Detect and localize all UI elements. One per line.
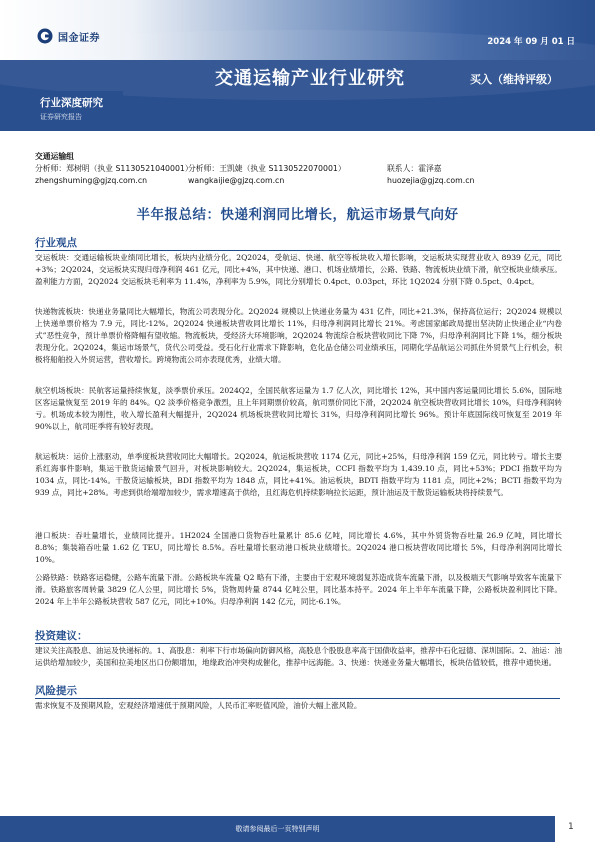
contact-person: 联系人：霍泽嘉 [387,164,442,173]
section-title-investment: 投资建议： [35,630,88,642]
logo-mark-icon [37,28,53,44]
analyst-emails-row [35,175,560,187]
paragraph-investment-advice: 建议关注高股息、油运及快递标的。1、高股息：利率下行市场偏向防御风格，高股息个股股息率高于国债收益率，推荐中石化冠德、深圳国际。2、油运：油运供给增加较少，美国和拉美地区出口份额增加，地缘政治冲突构成催化，推荐中远海能。3、快递：快递业务量大幅增长，板块估值较低，推荐中通快递。 [35,646,562,668]
paragraph-ports: 港口板块：吞吐量增长，业绩同比提升。1H2024 全国港口货物吞吐量累计 85.6 亿吨，同比增长 4.6%，其中外贸货物吞吐量 26.9 亿吨，同比增长 8.8%；集装箱吞吐量 1.62 亿 TEU，同比增长 8.5%。吞吐量增长驱动港口板块业绩增长。2Q2024 港口板块营收同比增长 5%，归母净利润同比增长 10%。 [35,531,562,565]
analyst-2-email[interactable]: wangkaijie@gjzq.com.cn [188,176,285,185]
analyst-2: 分析师：王凯婕（执业 S1130522070001） [188,164,346,173]
company-logo [37,28,100,44]
page-number: 1 [568,822,574,832]
paragraph-highway-railway: 公路铁路：铁路客运稳健，公路车流量下滑。公路板块车流量 Q2 略有下滑，主要由于宏观环境弱复苏造成货车流量下滑，以及极端天气影响导致客车流量下滑。铁路旅客周转量 3829 亿人公里，同比增长 5%，货物周转量 8744 亿吨公里，同比基本持平。2024 年上半年车流量下降，公路板块盈利同比下降。2024 年上半年公路板块营收 587 亿元，同比+10%。归母净利润 142 亿元，同比-6.1%。 [35,573,562,607]
analyst-names-row [35,163,560,175]
paragraph-express-logistics: 快递物流板块：快递业务量同比大幅增长，物流公司表现分化。2Q2024 规模以上快递业务量为 431 亿件，同比+21.3%，保持高位运行；2Q2024 规模以上快递单票价格为 7.9 元，同比-12%。2Q2024 快递板块营收同比增长 11%，归母净利润同比增长 21%。考虑国家邮政局提出坚决防止快递企业“内卷式”恶性竞争，预计单票价格降幅有望收缩。物流板块，受经济大环境影响，2Q2024 物流综合板块营收同比下降 7%，归母净利润同比下降 1%，细分板块表现分化。2Q2024，集运市场景气，货代公司受益。受石化行业需求下降影响，危化品仓储公司业绩承压，同期化学品航运公司抓住外贸景气上行机会，积极将船舶投入外贸运营，营收增长。跨境物流公司亦表现优秀，业绩大增。 [35,307,562,365]
analyst-group: 交通运输组 [35,152,74,161]
analyst-1-email[interactable]: zhengshuming@gjzq.com.cn [35,176,148,185]
contact-email[interactable]: huozejia@gjzq.com.cn [387,176,475,185]
report-headline: 半年报总结：快递利润同比增长，航运市场景气向好 [136,207,459,223]
paragraph-shipping: 航运板块：运价上涨驱动，单季度板块营收同比大幅增长。2Q2024，航运板块营收 1174 亿元，同比+25%，归母净利润 159 亿元，同比转亏。增长主要系红海事件影响，集运干散货运输景气回升，对板块影响较大。2Q2024，集运板块，CCFI 指数平均为 1,439.10 点，同比+53%；PDCI 指数平均为 1034 点，同比-14%。干散货运输板块，BDI 指数平均为 1848 点，同比+41%。油运板块，BDTI 指数平均为 1181 点，同比+2%；BCTI 指数平均为 939 点，同比+28%。考虑到供给端增加较少，需求增速高于供给，且红海危机持续影响拉长运距，预计油运及干散货运输板块将持续景气。 [35,452,562,498]
section-title-viewpoint: 行业观点 [35,237,77,249]
section-divider [35,698,560,699]
paragraph-aviation-airport: 航空机场板块：民航客运量持续恢复，淡季票价承压。2024Q2，全国民航客运量为 1.7 亿人次，同比增长 12%，其中国内客运量同比增长 5.6%，国际地区客运量恢复至 2019 年的 84%。Q2 淡季价格竞争激烈，且上年同期票价较高，航司票价同比下滑，2Q2024 航空板块营收同比增长 10%，归母净利润转亏。机场成本较为刚性，收入增长盈利大幅提升，2Q2024 机场板块营收同比增长 31%，归母净利润同比增长 96%。预计年底国际线可恢复至 2019 年 90%以上，航司旺季将有较好表现。 [35,386,562,432]
report-date: 2024 年 09 月 01 日 [487,37,575,47]
rating-label: 买入（维持评级） [470,73,558,86]
paragraph-risk-warning: 需求恢复不及预期风险，宏观经济增速低于预期风险，人民币汇率贬值风险，油价大幅上涨风险。 [35,701,362,710]
report-category-label: 证券研究报告 [40,113,82,121]
analyst-1: 分析师：郑树明（执业 S1130521040001） [35,164,193,173]
analyst-info [35,151,560,187]
report-type-label: 行业深度研究 [40,97,103,109]
section-divider [35,250,560,251]
logo-text: 国金证券 [58,32,100,44]
section-divider [35,643,560,644]
paragraph-transport-sector: 交运板块：交通运输板块业绩同比增长，板块内业绩分化。2Q2024，受航运、快递、航空等板块收入增长影响，交运板块实现营业收入 8939 亿元，同比+3%；2Q2024，交运板块实现归母净利润 461 亿元，同比+4%，其中快递、港口、机场业绩增长，公路、铁路、物流板块业绩下滑，航空板块业绩承压。盈利能力方面，2Q2024 交运板块毛利率为 11.4%，净利率为 5.9%，同比分别增长 0.4pct、0.03pct，环比 1Q2024 分别下降 0.5pct、0.4pct。 [35,253,562,287]
footer-disclaimer[interactable]: 敬请参阅最后一页特别声明 [235,825,320,833]
section-title-risk: 风险提示 [35,685,77,697]
report-title: 交通运输产业行业研究 [215,68,405,89]
